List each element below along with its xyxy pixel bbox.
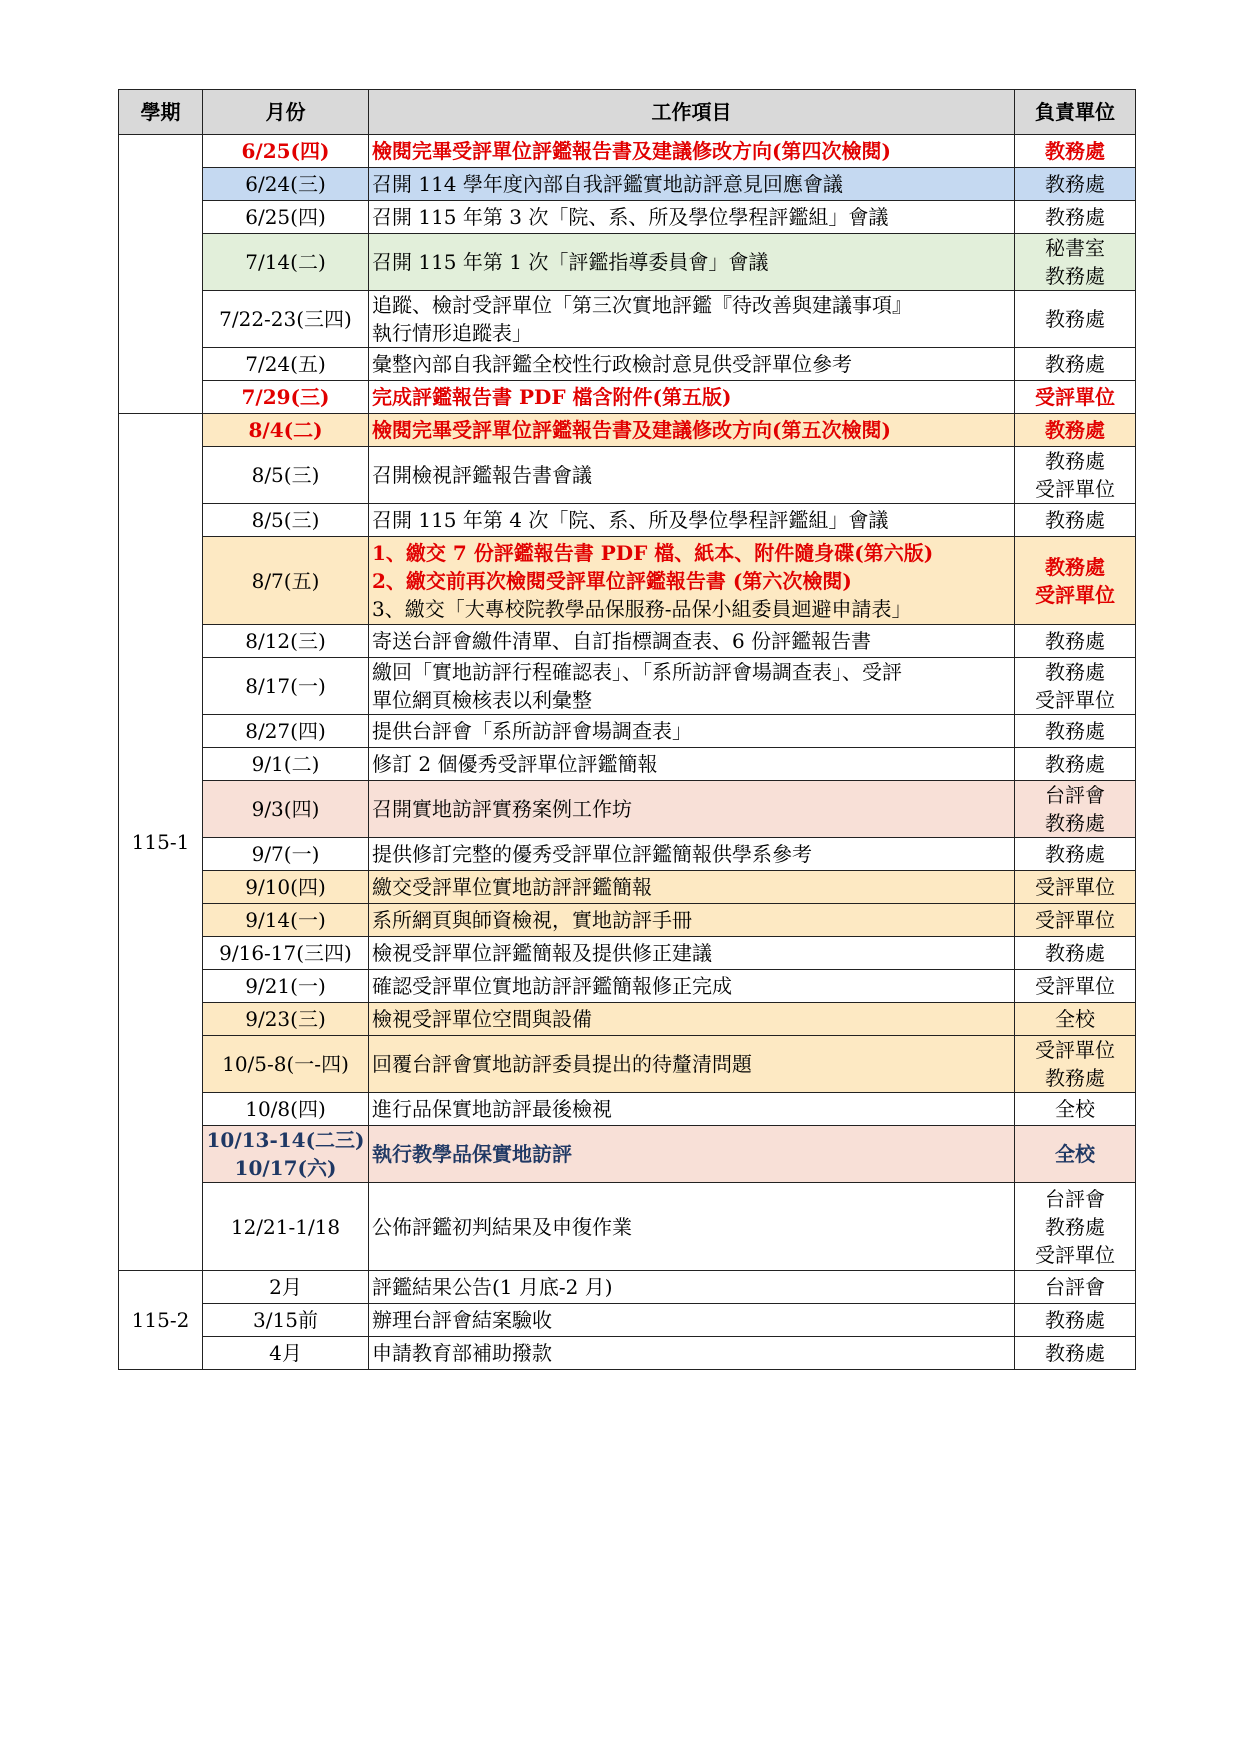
unit-text: 教務處 bbox=[1045, 139, 1105, 163]
date-cell bbox=[203, 168, 369, 201]
table-row bbox=[119, 871, 1136, 904]
unit-text: 全校 bbox=[1055, 1097, 1095, 1121]
date-cell bbox=[203, 1093, 369, 1126]
task-line: 2、繳交前再次檢閱受評單位評鑑報告書 (第六次檢閱) bbox=[372, 568, 852, 593]
unit-cell bbox=[1015, 1126, 1136, 1183]
unit-text: 教務處 bbox=[1045, 554, 1105, 579]
date-cell bbox=[203, 715, 369, 748]
date-text: 6/25(四) bbox=[241, 139, 330, 163]
unit-cell bbox=[1015, 168, 1136, 201]
date-text: 4月 bbox=[269, 1341, 302, 1365]
unit-cell bbox=[1015, 135, 1136, 168]
unit-cell bbox=[1015, 234, 1136, 291]
unit-cell bbox=[1015, 1271, 1136, 1304]
task-line: 確認受評單位實地訪評評鑑簡報修正完成 bbox=[372, 974, 732, 998]
table-row bbox=[119, 1126, 1136, 1183]
unit-text: 台評會 bbox=[1045, 1186, 1105, 1211]
header-task: 工作項目 bbox=[369, 90, 1015, 135]
table-row bbox=[119, 348, 1136, 381]
unit-text: 受評單位 bbox=[1035, 974, 1115, 998]
task-cell bbox=[369, 348, 1015, 381]
unit-text: 教務處 bbox=[1045, 719, 1105, 743]
unit-cell bbox=[1015, 201, 1136, 234]
task-line: 提供修訂完整的優秀受評單位評鑑簡報供學系參考 bbox=[372, 842, 812, 866]
date-text: 3/15前 bbox=[253, 1308, 318, 1332]
task-line: 申請教育部補助撥款 bbox=[372, 1341, 552, 1365]
term-cell: 115-1 bbox=[119, 414, 203, 1271]
task-cell bbox=[369, 1003, 1015, 1036]
task-line: 完成評鑑報告書 PDF 檔含附件(第五版) bbox=[372, 385, 732, 409]
task-line: 單位網頁檢核表以利彙整 bbox=[372, 688, 592, 712]
unit-text: 全校 bbox=[1055, 1007, 1095, 1031]
task-cell bbox=[369, 201, 1015, 234]
date-cell bbox=[203, 871, 369, 904]
unit-text: 教務處 bbox=[1045, 352, 1105, 376]
header-date: 月份 bbox=[203, 90, 369, 135]
unit-text: 受評單位 bbox=[1035, 908, 1115, 932]
task-line: 追蹤、檢討受評單位「第三次實地評鑑『待改善與建議事項』 bbox=[372, 293, 912, 317]
unit-cell bbox=[1015, 937, 1136, 970]
date-cell bbox=[203, 838, 369, 871]
task-cell bbox=[369, 1337, 1015, 1370]
header-row bbox=[119, 90, 1136, 135]
task-cell bbox=[369, 970, 1015, 1003]
unit-text: 教務處 bbox=[1045, 842, 1105, 866]
unit-text: 教務處 bbox=[1045, 418, 1105, 442]
task-line: 評鑑結果公告(1 月底-2 月) bbox=[372, 1275, 613, 1299]
task-cell bbox=[369, 658, 1015, 715]
date-text: 9/16-17(三四) bbox=[219, 941, 352, 965]
table-row bbox=[119, 1003, 1136, 1036]
task-line: 寄送台評會繳件清單、自訂指標調查表、6 份評鑑報告書 bbox=[372, 629, 872, 653]
task-line: 公佈評鑑初判結果及申復作業 bbox=[372, 1214, 632, 1239]
unit-text: 教務處 bbox=[1045, 752, 1105, 776]
date-cell bbox=[203, 291, 369, 348]
task-line: 檢視受評單位空間與設備 bbox=[372, 1007, 592, 1031]
unit-cell bbox=[1015, 781, 1136, 838]
unit-text: 教務處 bbox=[1045, 307, 1105, 331]
date-cell bbox=[203, 1036, 369, 1093]
task-cell bbox=[369, 414, 1015, 447]
unit-cell bbox=[1015, 1183, 1136, 1271]
task-line: 執行教學品保實地訪評 bbox=[372, 1142, 572, 1166]
task-line: 檢閱完畢受評單位評鑑報告書及建議修改方向(第四次檢閱) bbox=[372, 139, 891, 163]
task-cell bbox=[369, 1093, 1015, 1126]
task-line: 召開 115 年第 1 次「評鑑指導委員會」會議 bbox=[372, 250, 769, 274]
unit-cell bbox=[1015, 348, 1136, 381]
table-row bbox=[119, 970, 1136, 1003]
task-line: 1、繳交 7 份評鑑報告書 PDF 檔、紙本、附件隨身碟(第六版) bbox=[372, 540, 934, 565]
date-text: 8/4(二) bbox=[248, 418, 323, 442]
task-cell bbox=[369, 381, 1015, 414]
table-row bbox=[119, 1093, 1136, 1126]
date-text: 9/23(三) bbox=[245, 1007, 326, 1031]
task-line: 執行情形追蹤表」 bbox=[372, 321, 532, 345]
date-text: 9/1(二) bbox=[251, 752, 320, 776]
date-cell bbox=[203, 234, 369, 291]
unit-text: 受評單位 bbox=[1035, 1242, 1115, 1267]
date-text: 8/7(五) bbox=[251, 568, 320, 593]
task-cell bbox=[369, 1304, 1015, 1337]
unit-cell bbox=[1015, 1304, 1136, 1337]
unit-cell bbox=[1015, 1337, 1136, 1370]
date-cell bbox=[203, 447, 369, 504]
date-text: 6/24(三) bbox=[245, 172, 326, 196]
task-line: 召開 114 學年度內部自我評鑑實地訪評意見回應會議 bbox=[372, 172, 843, 196]
unit-text: 教務處 bbox=[1045, 629, 1105, 653]
task-cell bbox=[369, 1271, 1015, 1304]
table-row bbox=[119, 201, 1136, 234]
table-row bbox=[119, 715, 1136, 748]
unit-cell bbox=[1015, 537, 1136, 625]
task-line: 回覆台評會實地訪評委員提出的待釐清問題 bbox=[372, 1052, 752, 1076]
date-text: 7/14(二) bbox=[245, 250, 326, 274]
task-line: 檢視受評單位評鑑簡報及提供修正建議 bbox=[372, 941, 712, 965]
table-row bbox=[119, 447, 1136, 504]
date-cell bbox=[203, 1304, 369, 1337]
date-text: 9/3(四) bbox=[251, 797, 320, 821]
unit-text: 受評單位 bbox=[1035, 385, 1115, 409]
unit-cell bbox=[1015, 748, 1136, 781]
date-text: 10/17(六) bbox=[234, 1156, 337, 1180]
unit-cell bbox=[1015, 381, 1136, 414]
table-row bbox=[119, 234, 1136, 291]
unit-text: 台評會 bbox=[1045, 1275, 1105, 1299]
date-text: 8/12(三) bbox=[245, 629, 326, 653]
unit-cell bbox=[1015, 291, 1136, 348]
date-text: 8/17(一) bbox=[245, 674, 326, 698]
unit-cell bbox=[1015, 504, 1136, 537]
task-cell bbox=[369, 937, 1015, 970]
date-text: 10/8(四) bbox=[245, 1097, 326, 1121]
date-cell bbox=[203, 937, 369, 970]
unit-text: 教務處 bbox=[1045, 1066, 1105, 1090]
date-cell bbox=[203, 381, 369, 414]
header-term: 學期 bbox=[119, 90, 203, 135]
task-cell bbox=[369, 168, 1015, 201]
table-row bbox=[119, 1271, 1136, 1304]
date-text: 2月 bbox=[269, 1275, 302, 1299]
task-cell bbox=[369, 135, 1015, 168]
date-text: 7/22-23(三四) bbox=[219, 307, 352, 331]
task-line: 彙整內部自我評鑑全校性行政檢討意見供受評單位參考 bbox=[372, 352, 852, 376]
table-row bbox=[119, 414, 1136, 447]
unit-text: 教務處 bbox=[1045, 172, 1105, 196]
unit-text: 受評單位 bbox=[1035, 1038, 1115, 1062]
date-cell bbox=[203, 625, 369, 658]
table-row bbox=[119, 168, 1136, 201]
term-cell bbox=[119, 135, 203, 414]
task-cell bbox=[369, 1036, 1015, 1093]
task-cell bbox=[369, 234, 1015, 291]
date-text: 8/5(三) bbox=[251, 508, 320, 532]
schedule-table bbox=[118, 89, 1136, 1370]
task-cell bbox=[369, 1183, 1015, 1271]
schedule-body bbox=[119, 135, 1136, 1370]
task-cell bbox=[369, 447, 1015, 504]
table-row bbox=[119, 381, 1136, 414]
table-row bbox=[119, 291, 1136, 348]
unit-text: 教務處 bbox=[1045, 508, 1105, 532]
task-line: 召開 115 年第 3 次「院、系、所及學位學程評鑑組」會議 bbox=[372, 205, 889, 229]
date-text: 7/29(三) bbox=[241, 385, 330, 409]
task-line: 進行品保實地訪評最後檢視 bbox=[372, 1097, 612, 1121]
task-line: 繳交受評單位實地訪評評鑑簡報 bbox=[372, 875, 652, 899]
task-cell bbox=[369, 838, 1015, 871]
task-cell bbox=[369, 625, 1015, 658]
table-row bbox=[119, 781, 1136, 838]
task-line: 系所網頁與師資檢視，實地訪評手冊 bbox=[372, 908, 692, 932]
date-cell bbox=[203, 904, 369, 937]
date-cell bbox=[203, 537, 369, 625]
date-text: 12/21-1/18 bbox=[230, 1214, 341, 1239]
unit-text: 受評單位 bbox=[1035, 875, 1115, 899]
task-line: 繳回「實地訪評行程確認表」、「系所訪評會場調查表」、受評 bbox=[372, 660, 902, 684]
task-line: 辦理台評會結案驗收 bbox=[372, 1308, 552, 1332]
table-row bbox=[119, 1036, 1136, 1093]
unit-cell bbox=[1015, 1003, 1136, 1036]
table-row bbox=[119, 135, 1136, 168]
task-line: 召開檢視評鑑報告書會議 bbox=[372, 463, 592, 487]
task-line: 修訂 2 個優秀受評單位評鑑簡報 bbox=[372, 752, 658, 776]
unit-cell bbox=[1015, 1036, 1136, 1093]
date-cell bbox=[203, 201, 369, 234]
unit-text: 教務處 bbox=[1045, 205, 1105, 229]
date-cell bbox=[203, 348, 369, 381]
unit-cell bbox=[1015, 447, 1136, 504]
task-cell bbox=[369, 781, 1015, 838]
date-text: 9/21(一) bbox=[245, 974, 326, 998]
table-row bbox=[119, 537, 1136, 625]
unit-text: 教務處 bbox=[1045, 449, 1105, 473]
date-cell bbox=[203, 748, 369, 781]
unit-cell bbox=[1015, 1093, 1136, 1126]
task-cell bbox=[369, 871, 1015, 904]
table-row bbox=[119, 1337, 1136, 1370]
unit-text: 教務處 bbox=[1045, 941, 1105, 965]
unit-cell bbox=[1015, 715, 1136, 748]
unit-cell bbox=[1015, 658, 1136, 715]
task-line: 提供台評會「系所訪評會場調查表」 bbox=[372, 719, 692, 743]
date-text: 10/5-8(一-四) bbox=[222, 1052, 349, 1076]
task-cell bbox=[369, 291, 1015, 348]
task-cell bbox=[369, 904, 1015, 937]
table-row bbox=[119, 937, 1136, 970]
unit-text: 全校 bbox=[1055, 1142, 1095, 1166]
task-line: 檢閱完畢受評單位評鑑報告書及建議修改方向(第五次檢閱) bbox=[372, 418, 891, 442]
unit-text: 教務處 bbox=[1045, 660, 1105, 684]
table-row bbox=[119, 748, 1136, 781]
date-text: 8/27(四) bbox=[245, 719, 326, 743]
unit-cell bbox=[1015, 904, 1136, 937]
date-cell bbox=[203, 1271, 369, 1304]
unit-cell bbox=[1015, 970, 1136, 1003]
task-line: 召開實地訪評實務案例工作坊 bbox=[372, 797, 632, 821]
unit-text: 教務處 bbox=[1045, 264, 1105, 288]
date-cell bbox=[203, 970, 369, 1003]
task-cell bbox=[369, 715, 1015, 748]
unit-text: 教務處 bbox=[1045, 1308, 1105, 1332]
header-unit: 負責單位 bbox=[1015, 90, 1136, 135]
date-text: 8/5(三) bbox=[251, 463, 320, 487]
term-cell: 115-2 bbox=[119, 1271, 203, 1370]
unit-text: 受評單位 bbox=[1035, 688, 1115, 712]
date-cell bbox=[203, 504, 369, 537]
unit-text: 秘書室 bbox=[1045, 236, 1105, 260]
unit-text: 受評單位 bbox=[1035, 477, 1115, 501]
unit-text: 教務處 bbox=[1045, 811, 1105, 835]
task-cell bbox=[369, 1126, 1015, 1183]
date-cell bbox=[203, 414, 369, 447]
date-cell bbox=[203, 781, 369, 838]
date-cell bbox=[203, 658, 369, 715]
unit-cell bbox=[1015, 871, 1136, 904]
unit-text: 教務處 bbox=[1045, 1341, 1105, 1365]
unit-cell bbox=[1015, 838, 1136, 871]
date-cell bbox=[203, 1183, 369, 1271]
date-text: 9/14(一) bbox=[245, 908, 326, 932]
date-cell bbox=[203, 135, 369, 168]
table-row bbox=[119, 1304, 1136, 1337]
date-cell bbox=[203, 1126, 369, 1183]
date-text: 9/10(四) bbox=[245, 875, 326, 899]
unit-text: 台評會 bbox=[1045, 783, 1105, 807]
task-cell bbox=[369, 537, 1015, 625]
date-cell bbox=[203, 1337, 369, 1370]
unit-cell bbox=[1015, 625, 1136, 658]
date-text: 7/24(五) bbox=[245, 352, 326, 376]
date-text: 9/7(一) bbox=[251, 842, 320, 866]
date-text: 10/13-14(二三) bbox=[206, 1128, 365, 1152]
table-row bbox=[119, 625, 1136, 658]
table-row bbox=[119, 838, 1136, 871]
table-row bbox=[119, 904, 1136, 937]
task-line: 召開 115 年第 4 次「院、系、所及學位學程評鑑組」會議 bbox=[372, 508, 889, 532]
table-row bbox=[119, 1183, 1136, 1271]
date-cell bbox=[203, 1003, 369, 1036]
unit-cell bbox=[1015, 414, 1136, 447]
date-text: 6/25(四) bbox=[245, 205, 326, 229]
task-cell bbox=[369, 748, 1015, 781]
task-line: 3、繳交「大專校院教學品保服務-品保小組委員迴避申請表」 bbox=[372, 596, 912, 621]
task-cell bbox=[369, 504, 1015, 537]
table-row bbox=[119, 658, 1136, 715]
unit-text: 受評單位 bbox=[1035, 582, 1115, 607]
unit-text: 教務處 bbox=[1045, 1214, 1105, 1239]
table-row bbox=[119, 504, 1136, 537]
